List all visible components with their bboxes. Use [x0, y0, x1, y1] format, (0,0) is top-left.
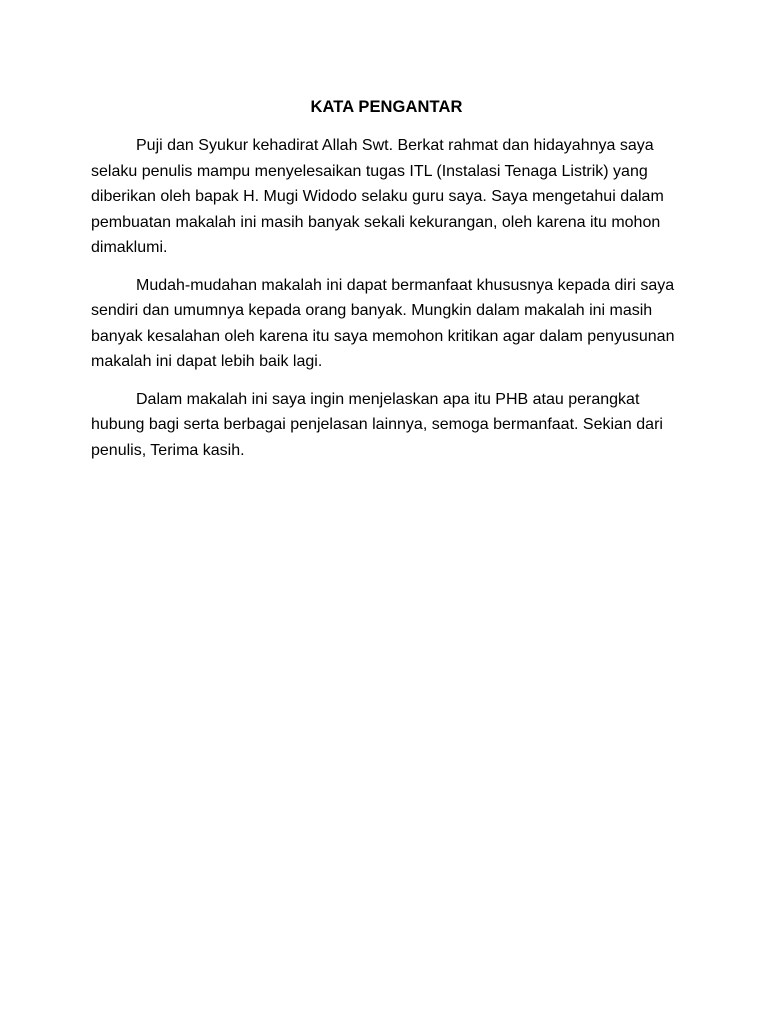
paragraph-hope: Mudah-mudahan makalah ini dapat bermanfaat khususnya kepada diri saya sendiri dan umumnya kepada orang banyak. Mungkin dalam makalah ini masih banyak kesalahan oleh karena itu saya memohon kritikan agar dalam penyusunan makalah ini dapat lebih baik lagi. [91, 276, 675, 370]
page-title: KATA PENGANTAR [310, 98, 463, 116]
paragraph-opening: Puji dan Syukur kehadirat Allah Swt. Berkat rahmat dan hidayahnya saya selaku penulis mampu menyelesaikan tugas ITL (Instalasi Tenaga Listrik) yang diberikan oleh bapak H. Mugi Widodo selaku guru saya. Saya mengetahui dalam pembuatan makalah ini masih banyak sekali kekurangan, oleh karena itu mohon dimaklumi. [91, 137, 664, 256]
paragraph-closing: Dalam makalah ini saya ingin menjelaskan apa itu PHB atau perangkat hubung bagi serta berbagai penjelasan lainnya, semoga bermanfaat. Sekian dari penulis, Terima kasih. [91, 390, 663, 459]
